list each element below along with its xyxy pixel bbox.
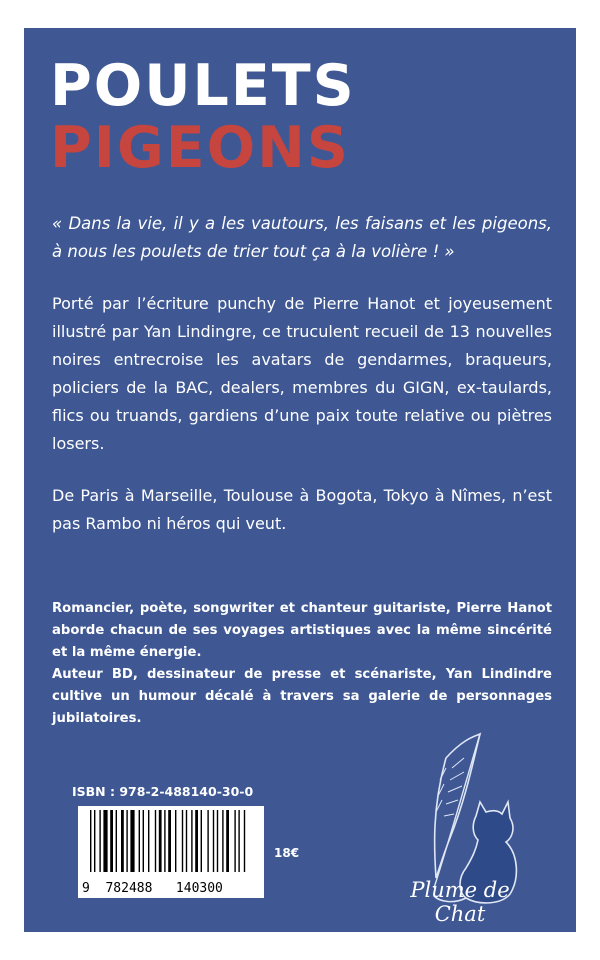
publisher-name: Plume de Chat — [410, 878, 510, 926]
barcode-digits: 9 782488 140300 — [82, 881, 223, 896]
barcode-bars — [78, 806, 264, 880]
barcode — [78, 806, 264, 898]
title-line-1: POULETS — [50, 53, 356, 119]
author-bio: Romancier, poète, songwriter et chanteur guitariste, Pierre Hanot aborde chacun de ses voyages artistiques avec la même sincérité et la même énergie. — [52, 601, 552, 660]
illustrator-bio: Auteur BD, dessinateur de presse et scénariste, Yan Lindindre cultive un humour décalé à travers sa galerie de personnages jubilatoires. — [52, 667, 552, 726]
back-cover — [24, 28, 576, 932]
isbn-label: ISBN : 978-2-488140-30-0 — [72, 784, 254, 799]
synopsis-paragraph-1: Porté par l’écriture punchy de Pierre Hanot et joyeusement illustré par Yan Lindingre, ce truculent recueil de 13 nouvelles noires entrecroise les avatars de gendarmes, braqueurs, policiers de la BAC, dealers, membres du GIGN, ex-taulards, flics ou truands, gardiens d’une paix toute relative ou piètres losers. — [52, 294, 552, 453]
epigraph-quote: « Dans la vie, il y a les vautours, les faisans et les pigeons, à nous les poulets de trier tout ça à la volière ! » — [52, 214, 552, 261]
title-line-2: PIGEONS — [50, 115, 350, 181]
synopsis-paragraph-2: De Paris à Marseille, Toulouse à Bogota, Tokyo à Nîmes, n’est pas Rambo ni héros qui veut. — [52, 486, 552, 533]
price-label: 18€ — [274, 846, 300, 860]
